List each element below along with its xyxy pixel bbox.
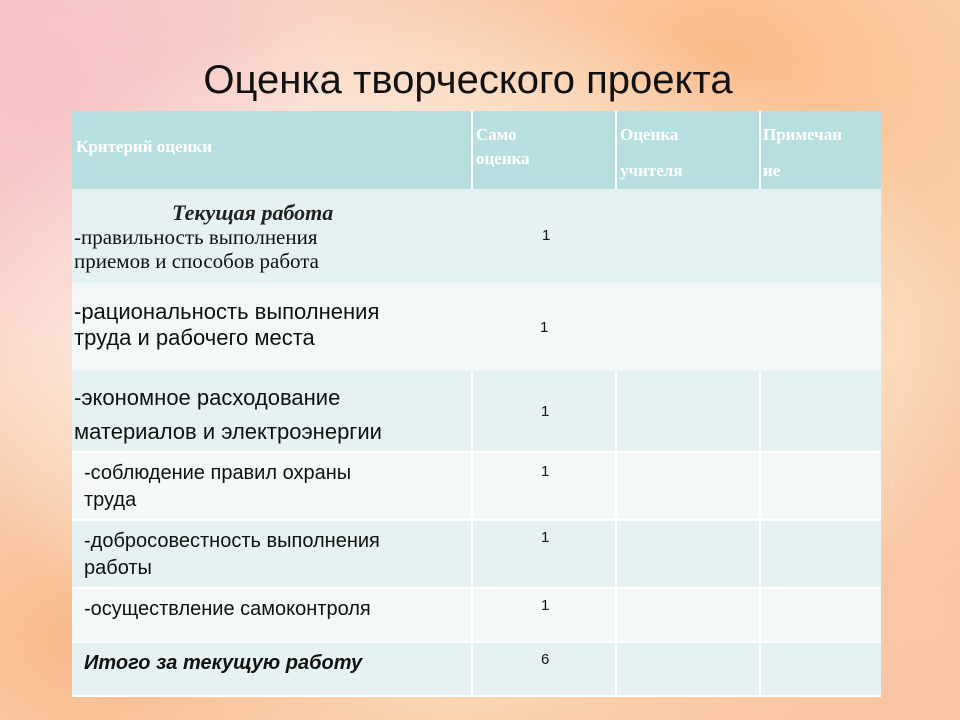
note-cell [760,520,881,588]
criterion-line: -соблюдение правил охраны [84,462,352,484]
header-self-assessment [472,111,616,189]
criterion-line: приемов и способов работа [74,249,319,273]
header-criterion: Критерий оценки [72,111,472,189]
teacher-assessment-cell [616,371,760,452]
table-row [72,371,881,452]
note-cell [760,642,881,696]
teacher-assessment-cell [616,642,760,696]
total-value: 6 [541,651,550,668]
evaluation-table [72,111,881,697]
criterion-line: работы [84,557,152,579]
criterion-line: труда [84,489,137,511]
table-header-row [72,111,881,189]
table-row-total [72,642,881,696]
self-assessment-cell: 1 [472,452,616,520]
self-assessment-cell: 1 [472,189,616,283]
header-teacher-line2: учителя [620,161,683,180]
criterion-cell [72,283,472,371]
note-cell [760,588,881,642]
criterion-cell [72,642,472,696]
criterion-line: -экономное расходование [74,385,341,410]
self-assessment-cell: 1 [472,283,616,371]
note-cell [760,452,881,520]
criterion-cell [72,371,472,452]
self-assessment-cell: 1 [472,520,616,588]
table-row [72,452,881,520]
teacher-assessment-cell [616,283,760,371]
table-row [72,283,881,371]
table-row [72,189,881,283]
section-heading: Текущая работа [172,200,334,225]
header-self-line2: оценка [476,149,530,168]
criterion-line: -правильность выполнения [74,225,318,249]
note-cell [760,189,881,283]
criterion-cell [72,189,472,283]
page-title: Оценка творческого проекта [203,58,733,102]
criterion-cell [72,588,472,642]
teacher-assessment-cell [616,189,760,283]
criterion-line: труда и рабочего места [74,325,315,350]
header-self-line1: Само [476,125,517,144]
criterion-line: -осуществление самоконтроля [84,598,371,620]
self-assessment-cell: 1 [472,371,616,452]
header-note-line1: Примечан [763,125,843,144]
note-cell [760,371,881,452]
teacher-assessment-cell [616,452,760,520]
criterion-line: материалов и электроэнергии [74,419,382,444]
header-note-line2: ие [763,161,781,180]
criterion-line: -рациональность выполнения [74,299,380,324]
header-teacher-assessment [616,111,760,189]
criterion-cell [72,452,472,520]
header-note [760,111,881,189]
table-row [72,588,881,642]
header-teacher-line1: Оценка [620,125,679,144]
teacher-assessment-cell [616,588,760,642]
self-assessment-cell [472,642,616,696]
self-assessment-cell: 1 [472,588,616,642]
total-label: Итого за текущую работу [84,652,363,674]
table-row [72,520,881,588]
criterion-cell [72,520,472,588]
teacher-assessment-cell [616,520,760,588]
note-cell [760,283,881,371]
criterion-line: -добросовестность выполнения [84,530,380,552]
